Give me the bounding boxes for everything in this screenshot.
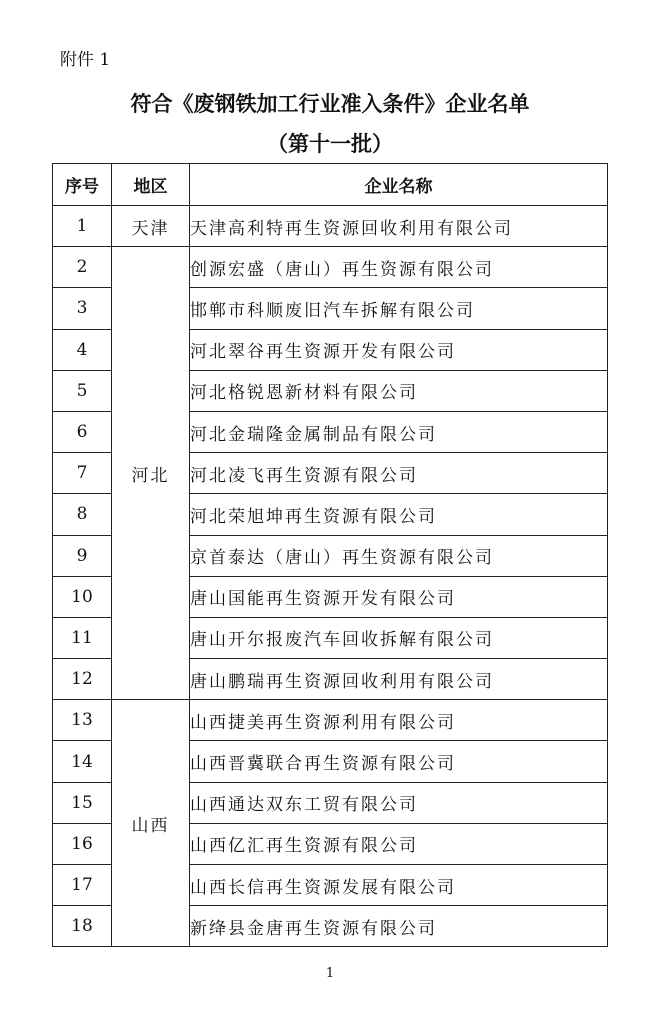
company-name: 山西通达双东工贸有限公司 [190,782,608,823]
company-name: 河北翠谷再生资源开发有限公司 [190,329,608,370]
row-number: 1 [53,206,112,247]
company-name: 唐山开尔报废汽车回收拆解有限公司 [190,617,608,658]
company-name: 新绛县金唐再生资源有限公司 [190,906,608,947]
company-name: 山西捷美再生资源利用有限公司 [190,700,608,741]
document-subtitle: （第十一批） [267,131,393,156]
row-number: 16 [53,823,112,864]
header-serial-number: 序号 [53,164,112,206]
document-title: 符合《废钢铁加工行业准入条件》企业名单 [130,91,530,116]
company-name: 创源宏盛（唐山）再生资源有限公司 [190,247,608,288]
header-company-name: 企业名称 [190,164,608,206]
row-number: 6 [53,411,112,452]
header-region: 地区 [112,164,190,206]
attachment-label: 附件 1 [60,50,111,70]
row-number: 9 [53,535,112,576]
page-number: 1 [325,966,335,981]
row-number: 8 [53,494,112,535]
region-cell-shanxi: 山西 [112,700,190,947]
table-row [53,700,608,741]
company-name: 京首泰达（唐山）再生资源有限公司 [190,535,608,576]
company-name: 山西长信再生资源发展有限公司 [190,865,608,906]
row-number: 15 [53,782,112,823]
company-name: 山西晋冀联合再生资源有限公司 [190,741,608,782]
company-list-table [52,163,608,947]
region-cell-tianjin: 天津 [112,206,190,247]
company-name: 天津高利特再生资源回收利用有限公司 [190,206,608,247]
row-number: 18 [53,906,112,947]
row-number: 13 [53,700,112,741]
company-name: 邯郸市科顺废旧汽车拆解有限公司 [190,288,608,329]
company-name: 河北金瑞隆金属制品有限公司 [190,411,608,452]
row-number: 3 [53,288,112,329]
row-number: 12 [53,659,112,700]
row-number: 11 [53,617,112,658]
company-name: 河北凌飞再生资源有限公司 [190,453,608,494]
table-row [53,206,608,247]
row-number: 10 [53,576,112,617]
row-number: 7 [53,453,112,494]
company-name: 唐山国能再生资源开发有限公司 [190,576,608,617]
row-number: 5 [53,370,112,411]
company-name: 河北格锐恩新材料有限公司 [190,370,608,411]
region-cell-hebei: 河北 [112,247,190,700]
row-number: 2 [53,247,112,288]
row-number: 14 [53,741,112,782]
table-row [53,247,608,288]
row-number: 4 [53,329,112,370]
row-number: 17 [53,865,112,906]
company-name: 山西亿汇再生资源有限公司 [190,823,608,864]
table-header-row [53,164,608,206]
company-name: 唐山鹏瑞再生资源回收利用有限公司 [190,659,608,700]
company-name: 河北荣旭坤再生资源有限公司 [190,494,608,535]
